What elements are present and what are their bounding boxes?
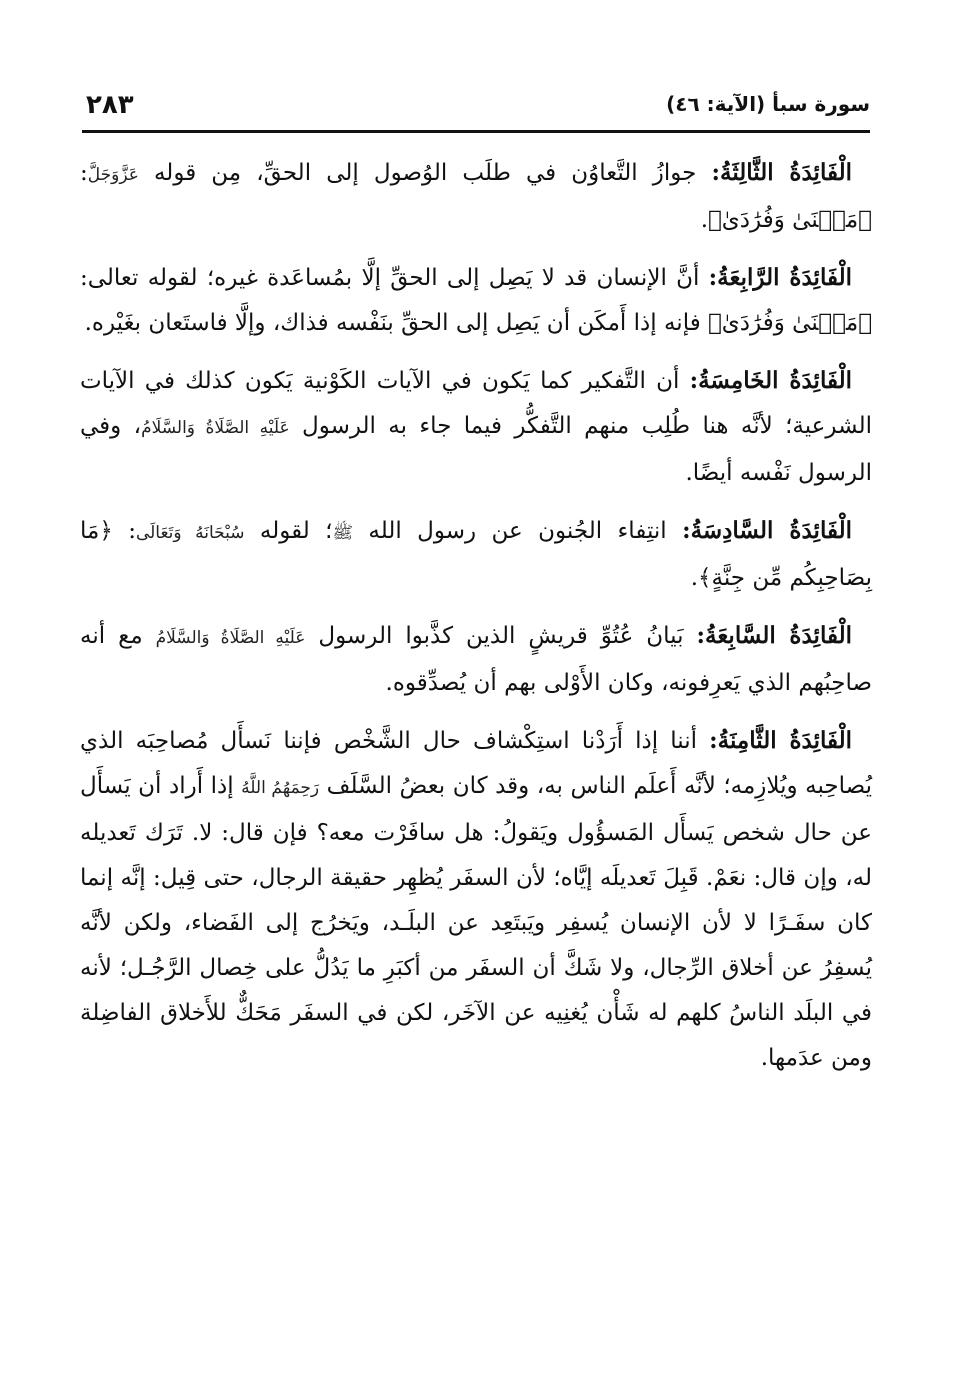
benefit-5-text-cont: ، وفي الرسول نَفْسه أيضًا. — [80, 413, 872, 486]
page-header — [82, 86, 870, 133]
benefit-7-paragraph — [80, 613, 872, 706]
honorific: ﷺ — [332, 523, 354, 543]
benefit-6-text-end: : ﴿مَا بِصَاحِبِكُم مِّن جِنَّةٍ﴾. — [80, 518, 872, 591]
benefit-4-text: أنَّ الإنسان قد لا يَصِل إلى الحقِّ إلَّا بمُساعَدة غيره؛ لقوله تعالى: ﴿مَثۡنَىٰ وَفُرَٰدَىٰ﴾ فإنه إذا أَمكَن أن يَصِل إلى الحقِّ بنَفْسه فذاك، وإلَّا فاستَعان بغَيْره. — [80, 265, 872, 336]
benefit-8-text-cont: إذا أَراد أن يَسأَل عن حال شخص يَسأَل المَسؤُول ويَقولُ: هل سافَرْت معه؟ فإن قال: لا. تَرَك تَعديله له، وإن قال: نعَمْ. قَبِلَ تَعديلَه إيَّاه؛ لأن السفَر يُظهِر حقيقة الرجال، حتى قِيل: إنَّه إنما كان سفَـرًا لا لأن الإنسان يُسفِر ويَبتَعِد عن البلَـد، ويَخرُج إلى الفَضاء، ولكن لأنَّه يُسفِرُ عن أخلاق الرِّجال، ولا شَكَّ أن السفَر من أكبَرِ ما يَدُلُّ على خِصال الرَّجُـل؛ لأنه في البلَد الناسُ كلهم له شَأْن يُغنِيه عن الآخَر، لكن في السفَر مَحَكٌّ للأَخلاق الفاضِلة ومن عدَمها. — [80, 773, 872, 1071]
benefit-3-text-cont: : ﴿مَثۡنَىٰ وَفُرَٰدَىٰ﴾. — [80, 160, 872, 233]
benefit-5-heading: الْفَائِدَةُ الخَامِسَةُ: — [689, 367, 852, 394]
benefit-8-text: أننا إذا أَرَدْنا استِكْشاف حال الشَّخْص فإننا نَسأَل مُصاحِبَه الذي يُصاحِبه ويُلازِمه؛ لأنَّه أَعلَم الناس به، وقد كان بعضُ السَّلَف — [80, 728, 872, 799]
honorific: عَزَّوَجَلَّ — [87, 165, 139, 185]
body-text — [80, 150, 872, 1093]
benefit-6-text-cont: ؛ لقوله — [244, 518, 333, 544]
benefit-4-paragraph — [80, 255, 872, 346]
honorific: رَحِمَهُمُ اللَّهُ — [241, 778, 320, 798]
honorific: سُبْحَانَهُ وَتَعَالَى — [135, 523, 245, 543]
benefit-4-heading: الْفَائِدَةُ الرَّابِعَةُ: — [708, 264, 852, 291]
benefit-6-heading: الْفَائِدَةُ السَّادِسَةُ: — [682, 517, 852, 544]
benefit-3-text: جوازُ التَّعاوُن في طلَب الوُصول إلى الحقِّ، مِن قوله — [138, 160, 712, 186]
benefit-7-text: بَيانُ عُتُوِّ قريشٍ الذين كذَّبوا الرسول — [305, 623, 697, 649]
benefit-8-heading: الْفَائِدَةُ الثَّامِنَةُ: — [709, 727, 853, 754]
running-title: سورة سبأ (الآية: ٤٦) — [666, 92, 870, 116]
benefit-6-paragraph — [80, 508, 872, 601]
benefit-3-paragraph — [80, 150, 872, 243]
honorific: عَلَيْهِ الصَّلَاةُ وَالسَّلَامُ — [155, 628, 306, 648]
page-number: ٢٨٣ — [86, 90, 134, 120]
honorific: عَلَيْهِ الصَّلَاةُ وَالسَّلَامُ — [141, 418, 290, 438]
benefit-5-text: أن التَّفكير كما يَكون في الآيات الكَوْنية يَكون كذلك في الآيات الشرعية؛ لأنَّه هنا طُلِب منهم التَّفكُّر فيما جاء به الرسول — [80, 368, 872, 439]
benefit-7-text-cont: مع أنه صاحِبُهم الذي يَعرِفونه، وكان الأَوْلى بهم أن يُصدِّقوه. — [80, 623, 872, 696]
benefit-5-paragraph — [80, 358, 872, 496]
benefit-3-heading: الْفَائِدَةُ الثَّالِثَةُ: — [711, 159, 852, 186]
benefit-8-paragraph — [80, 718, 872, 1081]
benefit-6-text: انتِفاء الجُنون عن رسول الله — [353, 518, 683, 544]
benefit-7-heading: الْفَائِدَةُ السَّابِعَةُ: — [696, 622, 852, 649]
